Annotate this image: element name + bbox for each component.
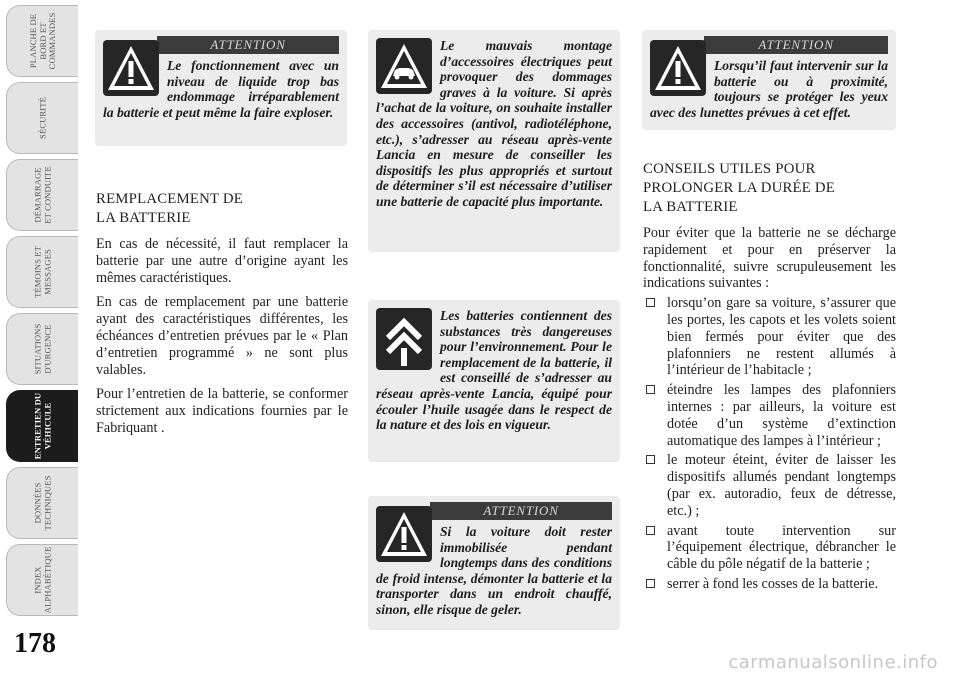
tab-entretien-active[interactable]: ENTRETIEN DU VÉHICULE	[6, 390, 78, 462]
accessories-text: Le mauvais montage d’accessoires électriques peut provoquer des dommages graves à la voiture. Si après l’achat de la voiture, on souhaite installer des accessoires (antivol, radiotéléphone, etc.), s’adresser au réseau après-vente Lancia en mesure de conseiller les dispositifs les plus appropriés et surtout de déterminer s’il est nécessaire d’utiliser une batterie de capacité plus importante.	[376, 38, 612, 209]
tab-temoins[interactable]: TÉMOINS ET MESSAGES	[6, 236, 78, 308]
paragraph: En cas de nécessité, il faut remplacer la batterie par une autre d’origine ayant les mêmes caractéristiques.	[96, 236, 348, 286]
warning-box-freezing	[368, 496, 620, 630]
tab-securite[interactable]: SÉCURITÉ	[6, 82, 78, 154]
warning-triangle-icon	[103, 40, 159, 96]
list-item: serrer à fond les cosses de la batterie.	[643, 576, 896, 593]
watermark: carmanualsonline.info	[728, 652, 938, 673]
electrical-accessories-box	[368, 30, 620, 252]
checkbox-bullet-icon	[646, 298, 655, 307]
page-number: 178	[14, 628, 56, 659]
checkbox-bullet-icon	[646, 579, 655, 588]
eye-warning-text: Lorsqu’il faut intervenir sur la batterie ou à proximité, toujours se protéger les yeux avec des lunettes prévues à cet effet.	[650, 58, 888, 120]
paragraph: Pour l’entretien de la batterie, se conformer strictement aux indications fournies par le Fabriquant .	[96, 386, 348, 436]
list-item: le moteur éteint, éviter de laisser les dispositifs allumés pendant longtemps (par ex. autoradio, feux de détresse, etc.) ;	[643, 452, 896, 519]
warning-text: Le fonctionnement avec un niveau de liquide trop bas endommage irréparablement la batterie et peut même la faire exploser.	[103, 58, 339, 120]
warning-box-eye-protection	[642, 30, 896, 130]
freezing-warning-text: Si la voiture doit rester immobilisée pendant longtemps dans des conditions de froid intense, démonter la batterie et la transporter dans un endroit chauffé, sinon, elle risque de geler.	[376, 524, 612, 617]
attention-label: ATTENTION	[157, 36, 339, 54]
environment-text: Les batteries contiennent des substances très dangereuses pour l’environnement. Pour le remplacement de la batterie, il est conseillé de s’adresser au réseau après-vente Lancia, équipé pour écouler l’huile usagée dans le respect de la nature et des lois en vigueur.	[376, 308, 612, 433]
tab-situations-urgence[interactable]: SITUATIONS D'URGENCE	[6, 313, 78, 385]
list-item: avant toute intervention sur l’équipement électrique, débrancher le câble du pôle négatif de la batterie ;	[643, 523, 896, 573]
tab-index[interactable]: INDEX ALPHABÉTIQUE	[6, 544, 78, 616]
paragraph: En cas de remplacement par une batterie ayant des caractéristiques différentes, les échéances d’entretien prévues par le « Plan d’entretien programmé » ne sont plus valables.	[96, 294, 348, 378]
checkbox-bullet-icon	[646, 526, 655, 535]
attention-label: ATTENTION	[704, 36, 888, 54]
list-item: lorsqu’on gare sa voiture, s’assurer que les portes, les capots et les volets soient bien fermés pour éviter que des plafonniers ne restent allumés à l’intérieur de l’habitacle ;	[643, 295, 896, 379]
car-icon	[376, 38, 432, 94]
tab-demarrage[interactable]: DÉMARRAGE ET CONDUITE	[6, 159, 78, 231]
recycle-chevron-icon	[376, 308, 432, 370]
warning-triangle-icon	[376, 506, 432, 562]
environment-box	[368, 300, 620, 462]
tab-planche-de-bord[interactable]: PLANCHE DE BORD ET COMMANDES	[6, 5, 78, 77]
intro-paragraph: Pour éviter que la batterie ne se décharge rapidement et pour en préserver la fonctionnalité, suivre scrupuleusement les indications suivantes :	[643, 225, 896, 292]
battery-replacement-section	[96, 190, 348, 437]
list-item: éteindre les lampes des plafonniers internes : par ailleurs, la voiture est dotée d’un système d’extinction automatique des lampes à l’intérieur ;	[643, 382, 896, 449]
attention-label: ATTENTION	[430, 502, 612, 520]
section-heading: REMPLACEMENT DE LA BATTERIE	[96, 191, 244, 226]
checkbox-bullet-icon	[646, 385, 655, 394]
side-tab-strip	[0, 0, 80, 640]
warning-triangle-icon	[650, 40, 706, 96]
checkbox-bullet-icon	[646, 455, 655, 464]
warning-box-liquid-level	[95, 30, 347, 146]
tab-donnees-techniques[interactable]: DONNÉES TECHNIQUES	[6, 467, 78, 539]
battery-tips-section	[643, 160, 896, 593]
section-heading: CONSEILS UTILES POUR PROLONGER LA DURÉE DE LA BATTERIE	[643, 161, 836, 215]
tips-list	[643, 295, 896, 593]
